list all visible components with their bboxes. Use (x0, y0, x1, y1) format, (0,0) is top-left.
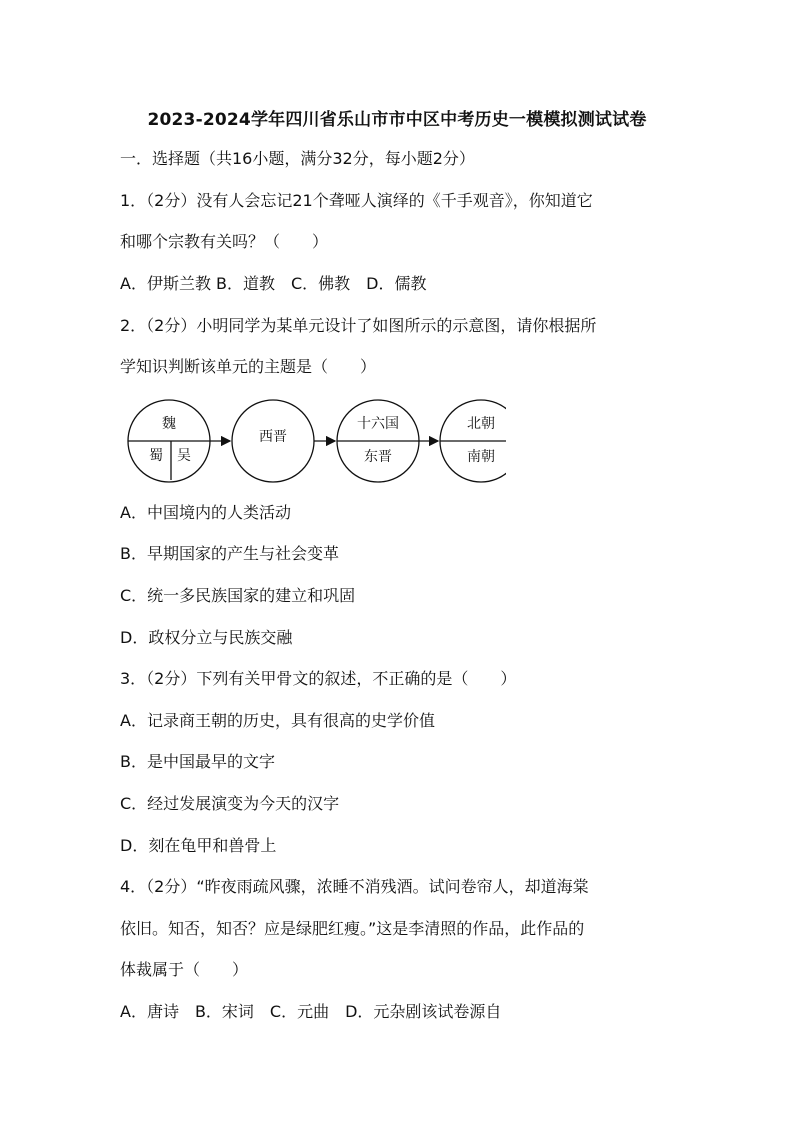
question-2-option-c: C．统一多民族国家的建立和巩固 (120, 586, 356, 605)
question-3-option-c: C．经过发展演变为今天的汉字 (120, 794, 340, 813)
question-4-line-1: 4．（2分）“昨夜雨疏风骤，浓睡不消残酒。试问卷帘人，却道海棠 (120, 877, 589, 896)
circle-wei-shu-wu (128, 400, 210, 482)
question-2-option-a: A．中国境内的人类活动 (120, 503, 291, 522)
circle-northern-southern-dynasties (440, 400, 506, 482)
question-3-option-b: B．是中国最早的文字 (120, 752, 275, 771)
question-3-option-a: A．记录商王朝的历史，具有很高的史学价值 (120, 711, 435, 730)
question-4-options: A．唐诗 B．宋词 C．元曲 D．元杂剧该试卷源自 (120, 1002, 502, 1021)
label-wei: 魏 (162, 416, 176, 432)
question-1-line-1: 1．（2分）没有人会忘记21个聋哑人演绎的《千手观音》，你知道它 (120, 191, 593, 210)
question-2-line-2: 学知识判断该单元的主题是（ ） (120, 357, 377, 376)
question-1-line-2: 和哪个宗教有关吗？（ ） (120, 232, 329, 251)
section-heading: 一．选择题（共16小题，满分32分，每小题2分） (120, 149, 475, 168)
circle-western-jin (232, 400, 314, 482)
label-northern-dynasties: 北朝 (467, 416, 495, 432)
label-eastern-jin: 东晋 (364, 449, 392, 465)
question-1-options: A．伊斯兰教 B．道教 C．佛教 D．儒教 (120, 274, 427, 293)
circle-sixteen-kingdoms-eastern-jin (337, 400, 419, 482)
page-title: 2023-2024学年四川省乐山市市中区中考历史一模模拟测试试卷 (147, 110, 647, 130)
question-3-option-d: D．刻在龟甲和兽骨上 (120, 836, 277, 855)
question-4-line-3: 体裁属于（ ） (120, 960, 249, 979)
label-shu: 蜀 (149, 448, 163, 464)
label-wu: 吴 (177, 448, 191, 464)
question-2-line-1: 2．（2分）小明同学为某单元设计了如图所示的示意图，请你根据所 (120, 316, 597, 335)
question-2-option-b: B．早期国家的产生与社会变革 (120, 544, 339, 563)
question-3-line-1: 3．（2分）下列有关甲骨文的叙述，不正确的是（ ） (120, 669, 517, 688)
question-2-option-d: D．政权分立与民族交融 (120, 628, 293, 647)
label-southern-dynasties: 南朝 (467, 449, 495, 465)
dynasty-diagram (126, 395, 506, 487)
question-4-line-2: 依旧。知否，知否？应是绿肥红瘦。”这是李清照的作品，此作品的 (120, 919, 585, 938)
label-western-jin: 西晋 (259, 429, 287, 445)
label-sixteen-kingdoms: 十六国 (357, 416, 399, 432)
